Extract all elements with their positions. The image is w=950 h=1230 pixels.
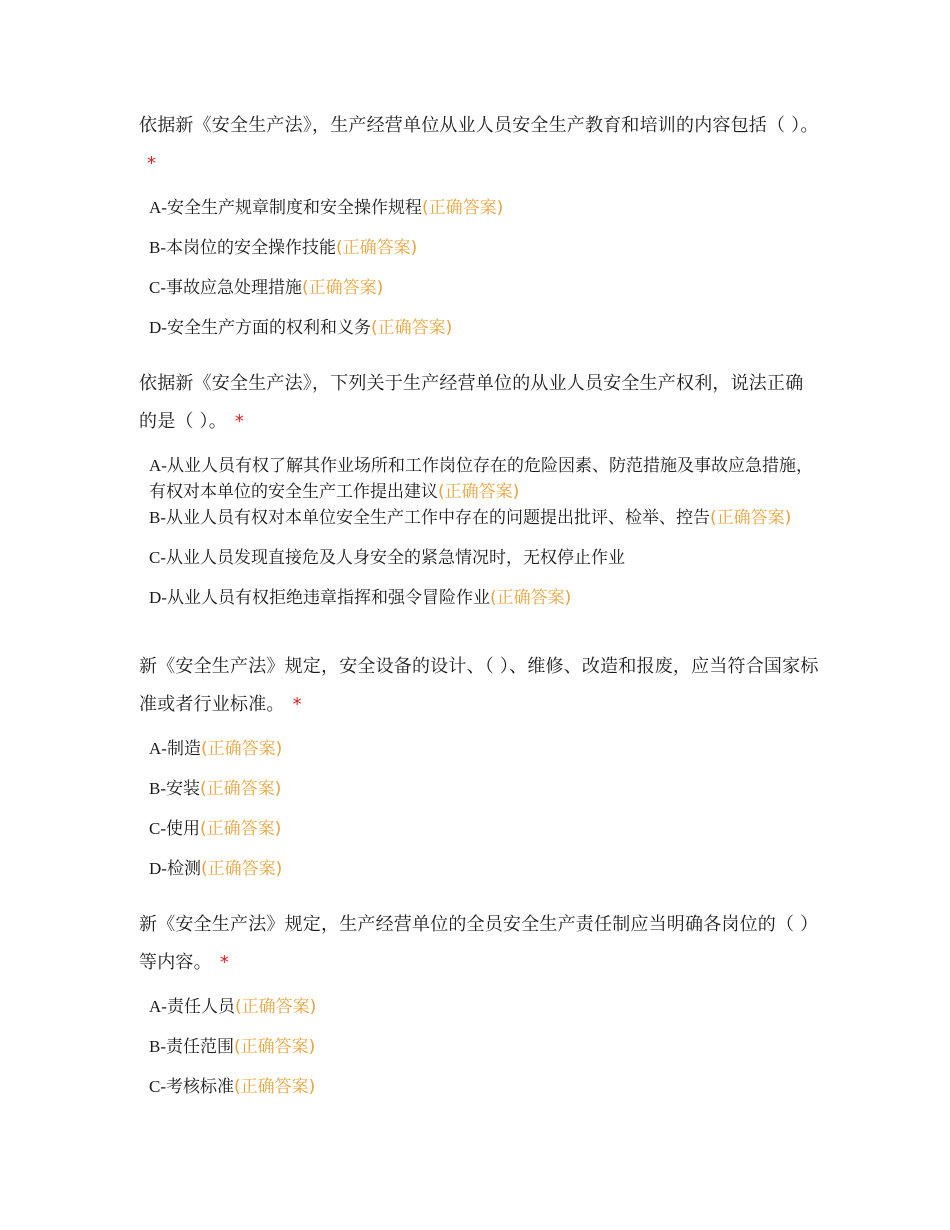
option-text: 安装 bbox=[166, 779, 200, 799]
option-letter: C- bbox=[149, 548, 166, 567]
option-b[interactable] bbox=[149, 505, 819, 538]
option-text: 安全生产规章制度和安全操作规程 bbox=[166, 198, 422, 218]
option-c[interactable] bbox=[149, 1067, 819, 1107]
option-letter: C- bbox=[149, 819, 166, 838]
option-text: 制造 bbox=[166, 739, 201, 759]
option-letter: B- bbox=[149, 508, 166, 527]
correct-answer-mark: (正确答案) bbox=[302, 278, 384, 298]
required-asterisk: * bbox=[234, 411, 245, 432]
correct-answer-mark: (正确答案) bbox=[200, 859, 283, 879]
option-letter: A- bbox=[149, 198, 167, 217]
question-text: 依据新《安全生产法》，生产经营单位从业人员安全生产教育和培训的内容包括（ ）。 bbox=[139, 115, 819, 136]
correct-answer-mark: (正确答案) bbox=[336, 238, 418, 258]
question-text: 新《安全生产法》规定，生产经营单位的全员安全生产责任制应当明确各岗位的（ ）等内容。 bbox=[139, 914, 819, 973]
question-2 bbox=[139, 365, 819, 618]
option-text: 从业人员有权对本单位安全生产工作中存在的问题提出批评、检举、控告 bbox=[166, 508, 710, 528]
option-text: 使用 bbox=[166, 819, 200, 839]
option-a[interactable] bbox=[149, 446, 819, 505]
option-a[interactable] bbox=[149, 987, 819, 1027]
option-a[interactable] bbox=[149, 188, 819, 228]
option-letter: C- bbox=[149, 1077, 166, 1096]
question-title bbox=[139, 906, 819, 982]
correct-answer-mark: (正确答案) bbox=[710, 508, 792, 528]
option-letter: A- bbox=[149, 456, 167, 475]
question-3 bbox=[139, 648, 819, 889]
option-b[interactable] bbox=[149, 1027, 819, 1067]
option-letter: B- bbox=[149, 1037, 166, 1056]
option-letter: B- bbox=[149, 238, 166, 257]
question-4 bbox=[139, 906, 819, 1107]
option-b[interactable] bbox=[149, 228, 819, 268]
option-text: 检测 bbox=[166, 859, 201, 879]
correct-answer-mark: (正确答案) bbox=[438, 482, 520, 502]
option-list bbox=[139, 729, 819, 889]
correct-answer-mark: (正确答案) bbox=[370, 318, 453, 338]
question-title bbox=[139, 107, 819, 183]
option-letter: B- bbox=[149, 779, 166, 798]
question-text: 新《安全生产法》规定，安全设备的设计、（ ）、维修、改造和报废，应当符合国家标准或者行业标准。 bbox=[139, 656, 819, 715]
option-letter: D- bbox=[149, 588, 167, 607]
option-d[interactable] bbox=[149, 849, 819, 889]
option-text: 本岗位的安全操作技能 bbox=[166, 238, 336, 258]
option-text: 从业人员发现直接危及人身安全的紧急情况时，无权停止作业 bbox=[166, 548, 625, 568]
correct-answer-mark: (正确答案) bbox=[200, 739, 283, 759]
option-letter: C- bbox=[149, 278, 166, 297]
option-text: 责任人员 bbox=[166, 997, 235, 1017]
correct-answer-mark: (正确答案) bbox=[234, 1037, 316, 1057]
correct-answer-mark: (正确答案) bbox=[234, 997, 317, 1017]
correct-answer-mark: (正确答案) bbox=[234, 1077, 316, 1097]
option-d[interactable] bbox=[149, 308, 819, 348]
option-list bbox=[139, 446, 819, 618]
option-letter: D- bbox=[149, 318, 167, 337]
option-text: 事故应急处理措施 bbox=[166, 278, 302, 298]
option-text: 安全生产方面的权利和义务 bbox=[166, 318, 371, 338]
option-b[interactable] bbox=[149, 769, 819, 809]
correct-answer-mark: (正确答案) bbox=[200, 819, 282, 839]
correct-answer-mark: (正确答案) bbox=[200, 779, 282, 799]
option-c[interactable] bbox=[149, 268, 819, 308]
option-letter: A- bbox=[149, 997, 167, 1016]
required-asterisk: * bbox=[219, 952, 230, 973]
option-text: 考核标准 bbox=[166, 1077, 234, 1097]
option-letter: D- bbox=[149, 859, 167, 878]
option-letter: A- bbox=[149, 739, 167, 758]
option-text: 从业人员有权了解其作业场所和工作岗位存在的危险因素、防范措施及事故应急措施，有权对本单位的安全生产工作提出建议 bbox=[149, 456, 813, 502]
correct-answer-mark: (正确答案) bbox=[421, 198, 504, 218]
question-title bbox=[139, 365, 819, 441]
option-list bbox=[139, 188, 819, 348]
option-c[interactable] bbox=[149, 538, 819, 578]
question-title bbox=[139, 648, 819, 724]
option-c[interactable] bbox=[149, 809, 819, 849]
required-asterisk: * bbox=[147, 153, 157, 174]
question-text: 依据新《安全生产法》，下列关于生产经营单位的从业人员安全生产权利，说法正确的是（ ）。 bbox=[139, 373, 804, 432]
option-list bbox=[139, 987, 819, 1107]
option-text: 责任范围 bbox=[166, 1037, 234, 1057]
correct-answer-mark: (正确答案) bbox=[489, 588, 572, 608]
required-asterisk: * bbox=[292, 694, 302, 715]
option-a[interactable] bbox=[149, 729, 819, 769]
option-text: 从业人员有权拒绝违章指挥和强令冒险作业 bbox=[166, 588, 490, 608]
question-1 bbox=[139, 107, 819, 348]
option-d[interactable] bbox=[149, 578, 819, 618]
